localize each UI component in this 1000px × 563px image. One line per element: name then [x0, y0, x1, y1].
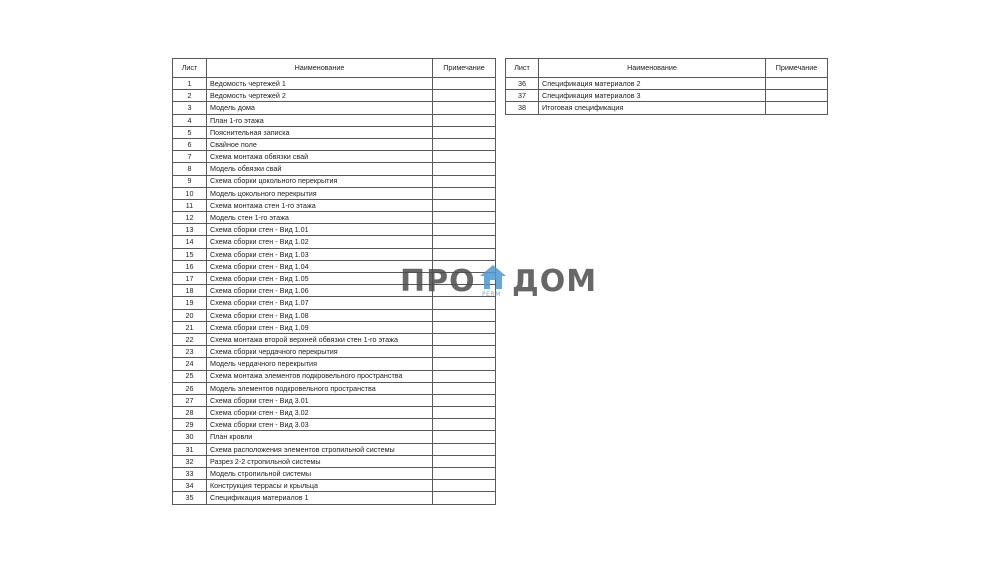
table-header-row — [173, 59, 496, 78]
note-cell — [433, 309, 496, 321]
sheet-name-cell: Схема сборки стен - Вид 1.05 — [207, 273, 433, 285]
table-row — [173, 370, 496, 382]
table-row — [506, 102, 828, 114]
note-cell — [433, 212, 496, 224]
table-row — [173, 468, 496, 480]
sheet-number-cell: 36 — [506, 78, 539, 90]
sheet-number-cell: 4 — [173, 114, 207, 126]
drawings-list-table-right — [505, 58, 828, 115]
sheet-number-cell: 16 — [173, 260, 207, 272]
note-cell — [433, 419, 496, 431]
sheet-name-cell: Схема сборки стен - Вид 3.03 — [207, 419, 433, 431]
table-row — [173, 212, 496, 224]
sheet-name-cell: Схема сборки чердачного перекрытия — [207, 346, 433, 358]
table-row — [173, 382, 496, 394]
note-cell — [433, 78, 496, 90]
sheet-name-cell: Модель стропильной системы — [207, 468, 433, 480]
table-header-row — [506, 59, 828, 78]
table-row — [173, 431, 496, 443]
sheet-number-cell: 7 — [173, 151, 207, 163]
table-row — [173, 297, 496, 309]
sheet-number-cell: 35 — [173, 492, 207, 504]
sheet-number-cell: 29 — [173, 419, 207, 431]
sheet-number-cell: 37 — [506, 90, 539, 102]
note-cell — [433, 492, 496, 504]
sheet-name-cell: Схема сборки стен - Вид 3.02 — [207, 407, 433, 419]
note-cell — [433, 199, 496, 211]
table-row — [173, 102, 496, 114]
sheet-name-cell: Схема сборки стен - Вид 1.02 — [207, 236, 433, 248]
table-row — [173, 321, 496, 333]
sheet-number-cell: 20 — [173, 309, 207, 321]
note-cell — [433, 224, 496, 236]
sheet-name-cell: Итоговая спецификация — [539, 102, 766, 114]
sheet-name-cell: Схема сборки стен - Вид 3.01 — [207, 394, 433, 406]
sheet-number-cell: 24 — [173, 358, 207, 370]
sheet-name-cell: План кровли — [207, 431, 433, 443]
table-row — [173, 163, 496, 175]
note-cell — [433, 480, 496, 492]
table-row — [173, 480, 496, 492]
sheet-number-cell: 3 — [173, 102, 207, 114]
sheet-number-cell: 38 — [506, 102, 539, 114]
table-row — [173, 260, 496, 272]
sheet-number-cell: 32 — [173, 455, 207, 467]
sheet-name-cell: Схема монтажа обвязки свай — [207, 151, 433, 163]
sheet-name-cell: Схема сборки стен - Вид 1.07 — [207, 297, 433, 309]
sheet-name-cell: Схема сборки стен - Вид 1.04 — [207, 260, 433, 272]
note-cell — [433, 443, 496, 455]
table-row — [173, 455, 496, 467]
sheet-number-cell: 6 — [173, 138, 207, 150]
table-row — [506, 78, 828, 90]
note-cell — [433, 455, 496, 467]
header-name: Наименование — [207, 59, 433, 78]
sheet-name-cell: Схема монтажа элементов подкровельного пространства — [207, 370, 433, 382]
note-cell — [433, 187, 496, 199]
note-cell — [433, 151, 496, 163]
sheet-number-cell: 31 — [173, 443, 207, 455]
sheet-name-cell: Модель дома — [207, 102, 433, 114]
sheet-number-cell: 9 — [173, 175, 207, 187]
sheet-name-cell: Спецификация материалов 3 — [539, 90, 766, 102]
header-name: Наименование — [539, 59, 766, 78]
sheet-number-cell: 14 — [173, 236, 207, 248]
sheet-number-cell: 30 — [173, 431, 207, 443]
table-row — [173, 248, 496, 260]
note-cell — [433, 297, 496, 309]
table-row — [173, 187, 496, 199]
note-cell — [433, 285, 496, 297]
table-body-left — [173, 78, 496, 505]
table-row — [173, 78, 496, 90]
sheet-name-cell: Ведомость чертежей 1 — [207, 78, 433, 90]
header-note: Примечание — [433, 59, 496, 78]
note-cell — [433, 138, 496, 150]
sheet-name-cell: Модель цокольного перекрытия — [207, 187, 433, 199]
header-sheet: Лист — [506, 59, 539, 78]
sheet-name-cell: Схема монтажа второй верхней обвязки стен 1-го этажа — [207, 333, 433, 345]
header-note: Примечание — [766, 59, 828, 78]
note-cell — [766, 102, 828, 114]
sheet-number-cell: 26 — [173, 382, 207, 394]
sheet-name-cell: Спецификация материалов 2 — [539, 78, 766, 90]
sheet-number-cell: 28 — [173, 407, 207, 419]
sheet-name-cell: Пояснительная записка — [207, 126, 433, 138]
note-cell — [766, 78, 828, 90]
sheet-number-cell: 19 — [173, 297, 207, 309]
table-row — [173, 309, 496, 321]
note-cell — [433, 321, 496, 333]
table-row — [173, 285, 496, 297]
table-row — [506, 90, 828, 102]
table-row — [173, 114, 496, 126]
note-cell — [433, 370, 496, 382]
table-row — [173, 151, 496, 163]
table-row — [173, 175, 496, 187]
sheet-number-cell: 17 — [173, 273, 207, 285]
sheet-number-cell: 2 — [173, 90, 207, 102]
table-row — [173, 199, 496, 211]
sheet-name-cell: Разрез 2-2 стропильной системы — [207, 455, 433, 467]
note-cell — [433, 175, 496, 187]
sheet-number-cell: 12 — [173, 212, 207, 224]
sheet-number-cell: 23 — [173, 346, 207, 358]
sheet-number-cell: 13 — [173, 224, 207, 236]
note-cell — [433, 163, 496, 175]
table-row — [173, 394, 496, 406]
sheet-name-cell: Схема сборки стен - Вид 1.09 — [207, 321, 433, 333]
table-row — [173, 346, 496, 358]
sheet-number-cell: 8 — [173, 163, 207, 175]
sheet-name-cell: Ведомость чертежей 2 — [207, 90, 433, 102]
sheet-number-cell: 11 — [173, 199, 207, 211]
sheet-name-cell: Схема расположения элементов стропильной системы — [207, 443, 433, 455]
sheet-name-cell: Спецификация материалов 1 — [207, 492, 433, 504]
table-row — [173, 492, 496, 504]
note-cell — [433, 126, 496, 138]
note-cell — [433, 382, 496, 394]
sheet-name-cell: Схема сборки стен - Вид 1.03 — [207, 248, 433, 260]
table-row — [173, 407, 496, 419]
sheet-name-cell: Схема сборки цокольного перекрытия — [207, 175, 433, 187]
sheet-number-cell: 34 — [173, 480, 207, 492]
sheet-name-cell: Модель стен 1-го этажа — [207, 212, 433, 224]
sheet-number-cell: 1 — [173, 78, 207, 90]
sheet-name-cell: Свайное поле — [207, 138, 433, 150]
table-row — [173, 419, 496, 431]
table-row — [173, 236, 496, 248]
table-row — [173, 273, 496, 285]
sheet-number-cell: 15 — [173, 248, 207, 260]
note-cell — [433, 394, 496, 406]
sheet-number-cell: 10 — [173, 187, 207, 199]
note-cell — [433, 273, 496, 285]
sheet-name-cell: Схема сборки стен - Вид 1.08 — [207, 309, 433, 321]
sheet-number-cell: 27 — [173, 394, 207, 406]
sheet-number-cell: 5 — [173, 126, 207, 138]
sheet-name-cell: Схема монтажа стен 1-го этажа — [207, 199, 433, 211]
note-cell — [433, 114, 496, 126]
table-row — [173, 90, 496, 102]
table-row — [173, 333, 496, 345]
note-cell — [433, 346, 496, 358]
table-row — [173, 138, 496, 150]
sheet-number-cell: 22 — [173, 333, 207, 345]
note-cell — [433, 90, 496, 102]
sheet-name-cell: Модель обвязки свай — [207, 163, 433, 175]
note-cell — [433, 358, 496, 370]
note-cell — [433, 468, 496, 480]
sheet-number-cell: 21 — [173, 321, 207, 333]
sheet-name-cell: Модель чердачного перекрытия — [207, 358, 433, 370]
drawings-list-table-left — [172, 58, 496, 505]
note-cell — [433, 236, 496, 248]
sheet-name-cell: План 1-го этажа — [207, 114, 433, 126]
note-cell — [433, 248, 496, 260]
sheet-number-cell: 33 — [173, 468, 207, 480]
watermark-subtext: PERM — [482, 291, 501, 298]
sheet-number-cell: 25 — [173, 370, 207, 382]
table-body-right — [506, 78, 828, 115]
note-cell — [433, 102, 496, 114]
table-row — [173, 126, 496, 138]
sheet-name-cell: Конструкция террасы и крыльца — [207, 480, 433, 492]
header-sheet: Лист — [173, 59, 207, 78]
watermark-text-right: ДОМ — [512, 264, 598, 299]
sheet-name-cell: Схема сборки стен - Вид 1.01 — [207, 224, 433, 236]
sheet-name-cell: Схема сборки стен - Вид 1.06 — [207, 285, 433, 297]
note-cell — [433, 431, 496, 443]
note-cell — [766, 90, 828, 102]
note-cell — [433, 333, 496, 345]
watermark-text-left: ПРО — [400, 264, 476, 299]
table-row — [173, 358, 496, 370]
sheet-name-cell: Модель элементов подкровельного пространства — [207, 382, 433, 394]
table-row — [173, 443, 496, 455]
note-cell — [433, 260, 496, 272]
table-row — [173, 224, 496, 236]
note-cell — [433, 407, 496, 419]
sheet-number-cell: 18 — [173, 285, 207, 297]
